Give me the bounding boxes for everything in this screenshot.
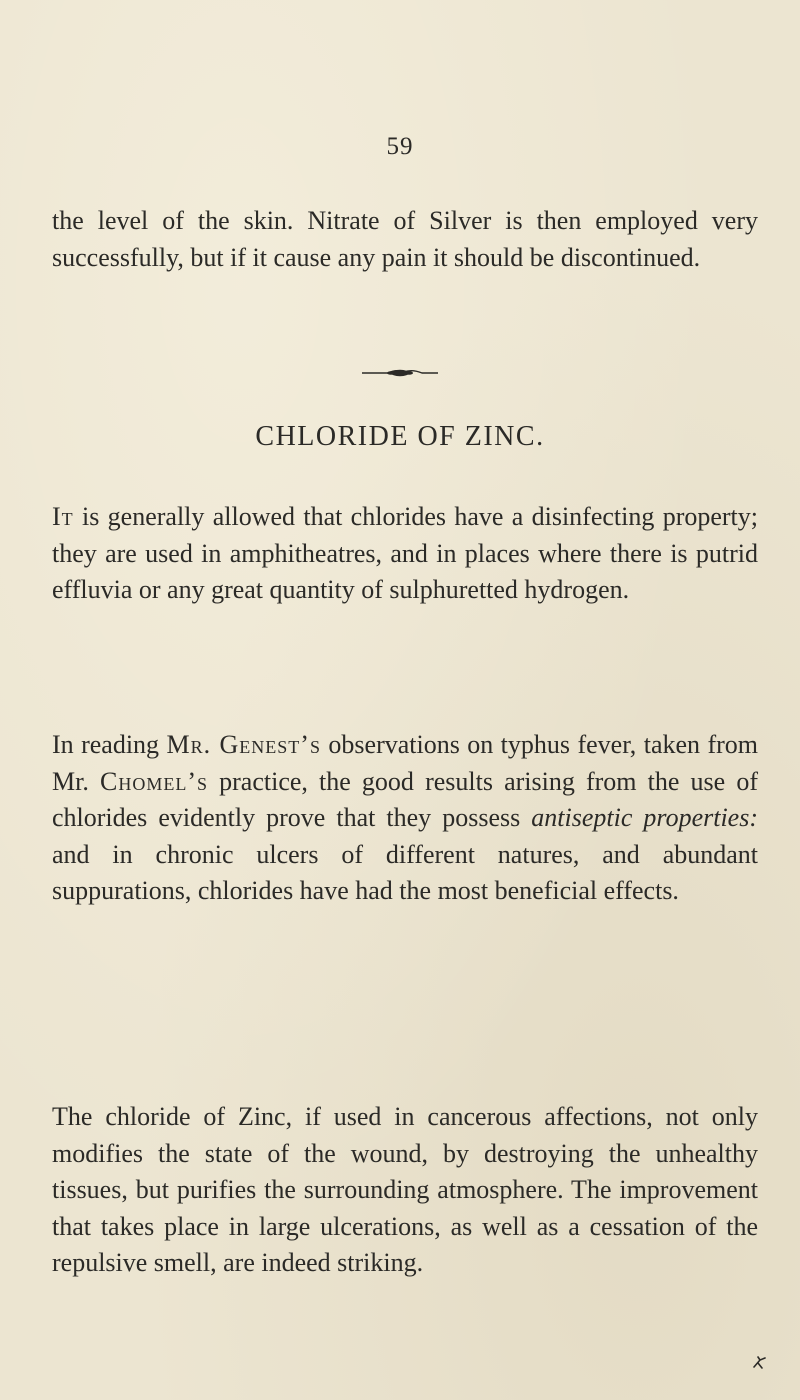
- text-run: In reading: [52, 730, 167, 759]
- person-name: Chomel’s: [99, 766, 208, 796]
- text-run: practice, the good results arising from the use of chlorides evidently prove that they possess: [52, 766, 759, 832]
- ornamental-rule-icon: [0, 366, 800, 378]
- section-heading: CHLORIDE OF ZINC.: [255, 421, 545, 452]
- person-name: Mr. Genest’s: [166, 730, 321, 759]
- paragraph-zinc: [52, 1099, 758, 1282]
- paragraph-disinfecting: [52, 499, 758, 609]
- emphasis: antiseptic properties:: [531, 803, 758, 832]
- paragraph-text: is generally allowed that chlorides have a disinfecting property; they are used in amphitheatres, and in places where there is putrid effluvia or any great quantity of sulphuretted hydrogen.: [52, 502, 758, 604]
- page-number: 59: [386, 133, 414, 160]
- paragraph-genest: [52, 727, 758, 910]
- text-run: observations on typhus fever, taken from Mr.: [52, 730, 758, 796]
- opening-text: the level of the skin. Nitrate of Silver is then employed very successfully, but if it cause any pain it should be discontinued.: [52, 206, 758, 272]
- paragraph-text: The chloride of Zinc, if used in cancerous affections, not only modifies the state of the wound, by destroying the unhealthy tissues, but purifies the surrounding atmosphere. The improvement that takes place in large ulcerations, as well as a cessation of the repulsive smell, are indeed striking.: [52, 1102, 758, 1277]
- text-run: and in chronic ulcers of different natures, and abundant suppurations, chlorides have had the most beneficial effects.: [52, 839, 758, 905]
- printer-mark-icon: [752, 1355, 768, 1376]
- opening-paragraph: [52, 203, 758, 276]
- dropword: It: [52, 502, 74, 531]
